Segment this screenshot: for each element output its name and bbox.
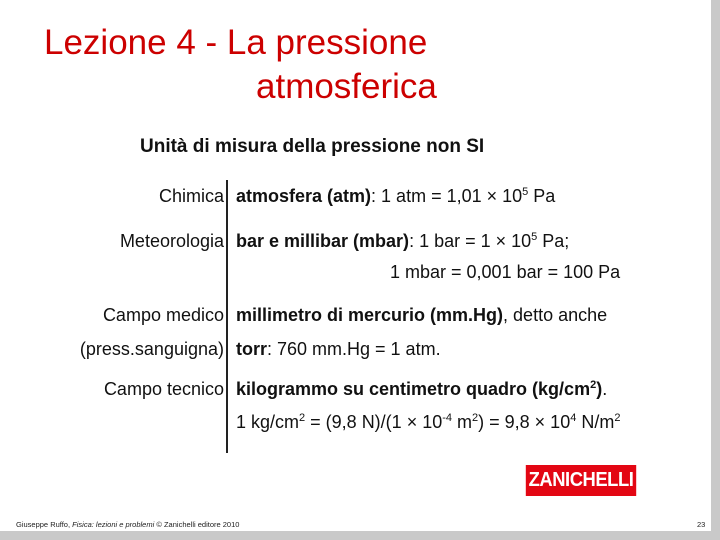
unit-definition-end: Pa — [528, 186, 556, 206]
row-value-torr — [236, 339, 441, 360]
slide-frame-right — [711, 0, 720, 540]
unit-definition: , detto anche — [503, 305, 608, 325]
footer-book-title: Fisica: lezioni e problemi — [72, 520, 155, 529]
footer-credit — [16, 520, 239, 529]
slide-subtitle: Unità di misura della pressione non SI — [140, 136, 485, 157]
unit-term: millimetro di mercurio (mm.Hg) — [236, 305, 504, 325]
row-label-campo-medico: Campo medico — [102, 305, 224, 325]
formula-part: = (9,8 N)/(1 × 10 — [305, 412, 443, 432]
unit-definition: : 760 mm.Hg = 1 atm. — [267, 339, 441, 359]
exponent: 2 — [614, 412, 621, 424]
unit-term-text: kilogrammo su centimetro quadro (kg/cm — [236, 379, 591, 399]
row-value-meteorologia-line2: 1 mbar = 0,001 bar = 100 Pa — [390, 262, 621, 282]
exponent: 4 — [570, 412, 577, 424]
footer-publisher: © Zanichelli editore 2010 — [154, 520, 240, 529]
unit-definition: . — [602, 379, 608, 399]
exponent: 2 — [472, 412, 479, 424]
unit-term: atmosfera (atm) — [236, 186, 372, 206]
unit-term — [236, 379, 602, 399]
unit-term: torr — [236, 339, 267, 359]
row-label-campo-tecnico: Campo tecnico — [103, 379, 224, 399]
unit-definition: : 1 atm = 1,01 × 10 — [371, 186, 523, 206]
row-value-meteorologia — [236, 231, 569, 252]
column-divider — [226, 180, 228, 453]
exponent: 5 — [522, 186, 529, 198]
slide-frame-bottom — [0, 531, 720, 540]
slide-title-line2: atmosferica — [256, 67, 437, 106]
unit-definition-end: Pa; — [537, 231, 570, 251]
exponent: 2 — [590, 379, 597, 391]
publisher-logo: ZANICHELLI — [526, 465, 636, 496]
unit-term-end: ) — [596, 379, 603, 399]
formula-part: m — [452, 412, 473, 432]
formula-part: N/m — [576, 412, 615, 432]
row-label-chimica: Chimica — [158, 186, 224, 206]
formula-part: 1 kg/cm — [236, 412, 300, 432]
row-value-chimica — [236, 186, 555, 207]
exponent: 5 — [531, 231, 538, 243]
row-value-campo-tecnico — [236, 379, 607, 400]
unit-term: bar e millibar (mbar) — [236, 231, 410, 251]
slide-title-line1: Lezione 4 - La pressione — [44, 23, 428, 62]
row-label-press-sanguigna: (press.sanguigna) — [79, 339, 224, 359]
formula-part: ) = 9,8 × 10 — [478, 412, 571, 432]
row-value-campo-medico — [236, 305, 607, 326]
exponent: 2 — [299, 412, 306, 424]
footer-author: Giuseppe Ruffo, — [16, 520, 73, 529]
unit-definition: : 1 bar = 1 × 10 — [409, 231, 532, 251]
row-label-meteorologia: Meteorologia — [119, 231, 224, 251]
page-number: 23 — [697, 520, 706, 529]
exponent: -4 — [442, 412, 453, 424]
row-value-formula — [236, 412, 620, 433]
